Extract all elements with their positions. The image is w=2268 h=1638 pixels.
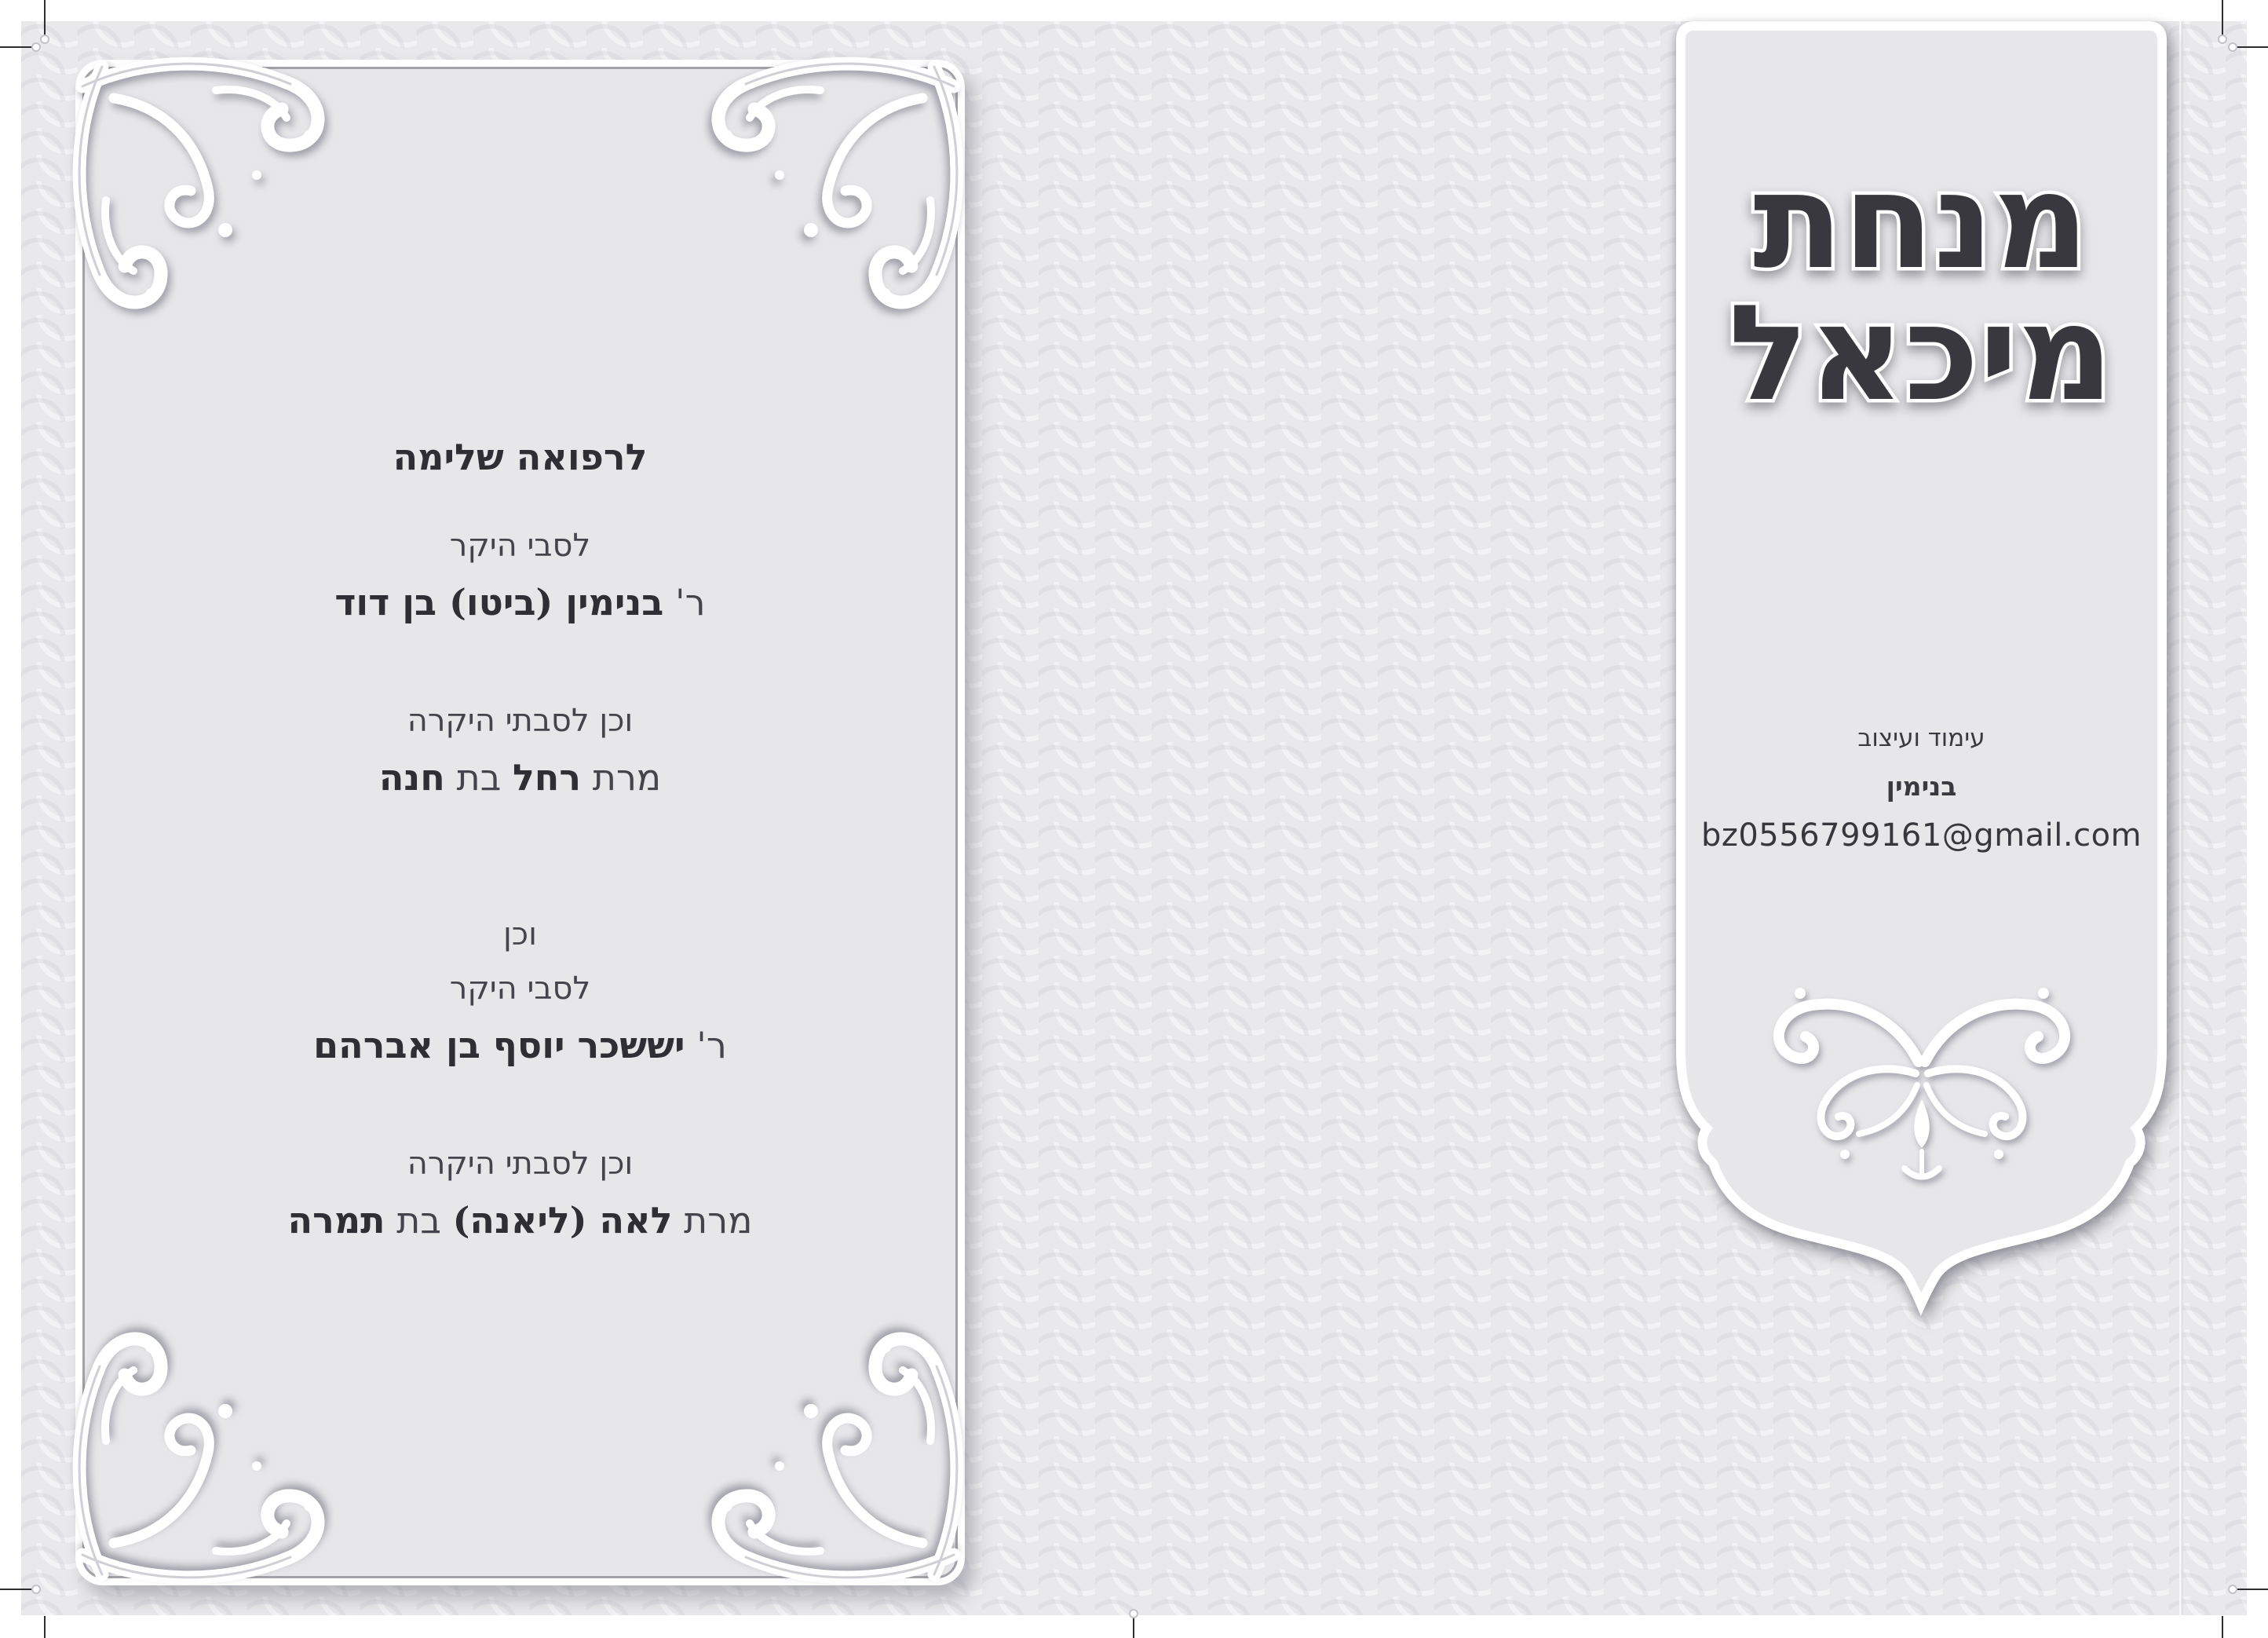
dedication-name-text: רחל: [512, 756, 582, 799]
book-title: [1676, 21, 2167, 430]
dedication-line: [82, 702, 958, 740]
registration-mark: [40, 35, 49, 44]
credit-role-label: עימוד ועיצוב: [1857, 724, 1985, 752]
dedication-text-block: [82, 436, 958, 1242]
dedication-line: [82, 756, 958, 799]
designer-credits: [1676, 724, 2167, 854]
dedication-line: [82, 1145, 958, 1183]
registration-mark: [2228, 42, 2237, 52]
crop-mark: [2222, 0, 2223, 36]
dedication-text: וכן לסבתי היקרה: [407, 703, 634, 740]
crop-mark: [2233, 46, 2268, 48]
registration-mark: [31, 42, 41, 52]
dedication-line: [82, 1199, 958, 1242]
dedication-text: מרת: [672, 1198, 753, 1241]
dedication-text: וכן לסבתי היקרה: [407, 1145, 634, 1182]
dedication-line: [82, 581, 958, 624]
crop-mark: [0, 46, 35, 48]
dedication-line: [82, 970, 958, 1007]
front-cover-panel: [1676, 21, 2167, 1356]
dedication-text: וכן: [503, 916, 537, 952]
crop-mark: [44, 1616, 46, 1638]
crop-mark: [44, 0, 46, 36]
damask-flourish-icon: [1753, 967, 2091, 1211]
credit-email: bz0556799161@gmail.com: [1700, 817, 2142, 854]
registration-mark: [1129, 1609, 1138, 1618]
dedication-name-text: לאה (ליאנה): [452, 1198, 673, 1241]
book-title-line1: מנחת: [1753, 143, 2089, 298]
dedication-text: ר': [685, 1023, 727, 1066]
registration-mark: [31, 1585, 41, 1594]
dedication-line: [82, 436, 958, 479]
dedication-text: לסבי היקר: [449, 528, 591, 565]
dedication-line: [82, 527, 958, 565]
dedication-text: בת: [385, 1198, 453, 1241]
crop-mark: [2222, 1616, 2223, 1638]
dedication-text: לסבי היקר: [449, 970, 591, 1007]
credit-designer-name: בנימין: [1886, 771, 1957, 802]
registration-mark: [2218, 35, 2227, 44]
dedication-text: מרת: [581, 756, 662, 799]
crop-mark: [2233, 1589, 2268, 1590]
dedication-line: [82, 1024, 958, 1067]
dedication-name-text: לרפואה שלימה: [393, 436, 648, 478]
dedication-text: ר': [663, 581, 706, 624]
dedication-text: בת: [444, 756, 513, 799]
crop-mark: [0, 1589, 35, 1590]
cover-fold-line: [2179, 21, 2182, 1615]
dedication-name-text: בנימין (ביטו) בן דוד: [334, 581, 664, 624]
center-fold-mark: [1133, 1616, 1134, 1638]
dedication-name-text: תמרה: [287, 1198, 385, 1241]
book-title-line2: מיכאל: [1728, 275, 2114, 430]
dedication-name-text: יששכר יוסף בן אברהם: [313, 1023, 685, 1066]
dedication-name-text: חנה: [378, 756, 445, 799]
registration-mark: [2228, 1585, 2237, 1594]
dedication-line: [82, 916, 958, 953]
